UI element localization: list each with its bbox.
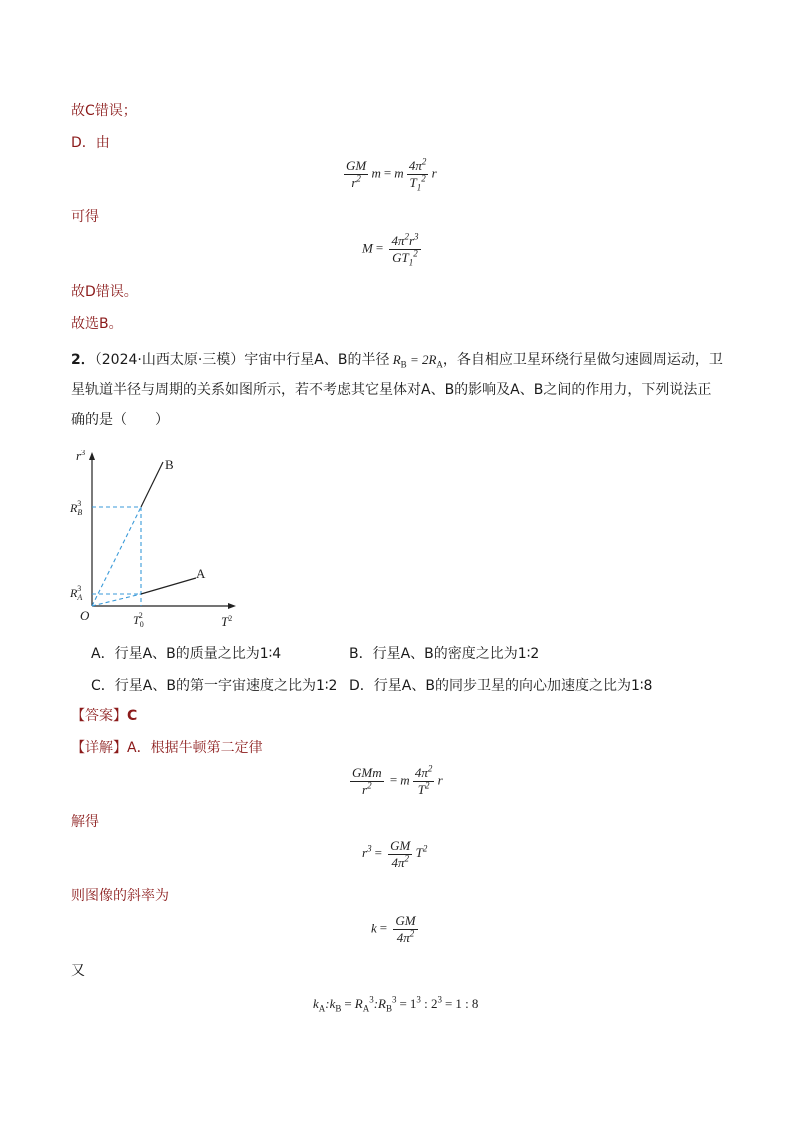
line-b bbox=[141, 462, 163, 507]
option-c[interactable]: C．行星A、B的第一宇宙速度之比为1∶2 bbox=[91, 678, 338, 694]
equation-slope: k = $\frac{GM}{4\pi^2}$ bbox=[371, 913, 416, 945]
x-axis-arrow-icon bbox=[228, 603, 236, 609]
equation-slope-ratio: $k_A:k_B$ = $R_A^3:R_B^3 = 1^3$ : $2^3 = 1$ : 8 bbox=[313, 994, 479, 1014]
t0-squared-label: $T_02$ bbox=[133, 611, 144, 629]
prev-line-5: 故选B。 bbox=[71, 316, 123, 332]
prev-line-3: 可得 bbox=[71, 209, 99, 225]
y-axis-label: $r^3$ bbox=[76, 450, 86, 463]
radius-relation: $R_B = 2R_A$ bbox=[389, 352, 443, 370]
equation-r-cubed: $r^3$ = $\frac{GM}{4\pi^2}$ $T^2$ bbox=[362, 838, 428, 870]
option-a[interactable]: A．行星A、B的质量之比为1∶4 bbox=[91, 646, 282, 662]
equation-gravity-period-t1: $\frac{GM}{r^2}$ m = m $\frac{4\pi^2}{T_1^2}$ r bbox=[346, 156, 437, 193]
question-text-part1: 宇宙中行星A、B的半径 bbox=[244, 352, 390, 368]
answer-value: C bbox=[127, 708, 138, 724]
ra-cubed-label: $R_A3$ bbox=[70, 584, 83, 602]
prev-line-1: 故C错误； bbox=[71, 103, 137, 119]
r3-t2-graph bbox=[68, 450, 248, 630]
question-source: （2024·山西太原·三模） bbox=[94, 352, 245, 368]
origin-label: O bbox=[80, 608, 90, 623]
detail-row bbox=[71, 738, 263, 758]
question-text-part2: ，各自相应卫星环绕行星做匀速圆周运动，卫 bbox=[442, 352, 723, 368]
line-b-label: B bbox=[165, 457, 174, 472]
rb-cubed-label: $R_B3$ bbox=[70, 499, 83, 517]
dashed-guides bbox=[92, 507, 141, 606]
option-b[interactable]: B．行星A、B的密度之比为1∶2 bbox=[349, 646, 540, 662]
detail-line-3: 则图像的斜率为 bbox=[71, 888, 169, 904]
question-line-3: 确的是（ ） bbox=[71, 412, 169, 428]
line-a bbox=[141, 578, 196, 594]
detail-line-1: A．根据牛顿第二定律 bbox=[127, 740, 263, 756]
detail-line-2: 解得 bbox=[71, 814, 99, 830]
equation-mass: M = $\frac{4\pi^2r^3}{GT_1^2}$ bbox=[362, 231, 419, 268]
equation-newton-second-law: $\frac{\text{GMm}}{r^2}$ = m $\frac{4\pi^2}{T^2}$ r bbox=[352, 763, 443, 797]
question-line-2: 星轨道半径与周期的关系如图所示，若不考虑其它星体对A、B的影响及A、B之间的作用力，下列说法正 bbox=[71, 382, 712, 398]
x-axis-label: $T^2$ bbox=[221, 614, 233, 629]
detail-label: 【详解】 bbox=[71, 740, 127, 756]
y-axis-arrow-icon bbox=[89, 452, 95, 460]
question-stem bbox=[71, 345, 731, 435]
prev-line-4: 故D错误。 bbox=[71, 284, 138, 300]
question-number: 2． bbox=[71, 352, 95, 368]
prev-line-2: D．由 bbox=[71, 135, 110, 151]
detail-line-4: 又 bbox=[71, 963, 85, 979]
line-a-label: A bbox=[196, 566, 206, 581]
answer-row bbox=[71, 706, 137, 726]
answer-label: 【答案】 bbox=[71, 708, 127, 724]
option-d[interactable]: D．行星A、B的同步卫星的向心加速度之比为1∶8 bbox=[349, 678, 653, 694]
